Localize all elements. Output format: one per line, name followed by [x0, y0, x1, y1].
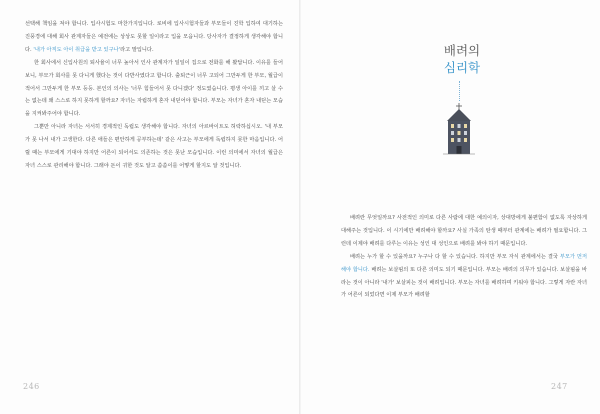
chapter-title-line2: 심리학: [443, 60, 481, 75]
highlighted-text: '내가 아직도 아이 취급을 받고 있구나': [33, 46, 121, 53]
right-paragraph-1: 배려란 무엇일까요? 사전적인 의미로 다른 사람에 대한 예의이자, 상대방에게 불편함이 없도록 자상하게 대해주는 것입니다. 이 시기에만 배려해야 할까요? 사실 가족의 탄생 때부터 관계에는 배려가 필요합니다. 그런데 이제야 배려를 다루는 이유는 성인 대 성인으로 배려를 봐야 하기 때문입니다.: [341, 215, 587, 247]
left-paragraph-1: 선택해 책임을 져야 합니다. 입사시험도 마찬가지입니다. 로비에 입사시험자들과 부모들이 진학 입하여 대기하는 진풍경에 대해 회사 관계자들은 예전에는 상상도 못할 일이라고 입을 모읍니다. 당사자가 결정하게 생각해야 합니다. '내가 아직도 아이 취급을 받고 있구나'라고 말입니다.: [25, 21, 283, 53]
dotted-divider: [459, 81, 460, 101]
left-page: [0, 0, 299, 414]
left-paragraph-3: 그뿐만 아니라 자녀는 서서히 경제적인 독립도 생각해야 합니다. 자녀의 아르바이트도 허락하십시오. '내 부모가 못 나서 내가 고생한다. 다른 애들은 편안하게 공부하는데' 같은 사고는 부모에게 독립하지 못한 마음입니다. 어릴 때는 부모에게 기대야 하지만 어른이 되어서도 의존하는 것은 못난 모습입니다. 이런 의미에서 자녀의 월급은 자녀 스스로 관리해야 합니다. 그래야 돈이 귀한 것도 알고 씀씀이를 어떻게 할지도 알 것입니다.: [25, 124, 283, 169]
chapter-title-line1: 배려의: [443, 43, 481, 58]
left-page-number: 246: [23, 382, 40, 391]
right-body-text: [341, 212, 587, 302]
right-paragraph-2: 배려는 누가 할 수 있을까요? 누구나 다 할 수 있습니다. 하지만 부모 자식 관계에서는 결국 부모가 먼저 해야 합니다. 배려는 보살핌의 또 다른 의미도 되기 때문입니다. 부모는 배려의 의무가 있습니다. 보살핌을 바라는 것이 아니라 '내가' 보살피는 것이 배려입니다. 부모는 자녀를 배려하며 키워야 합니다. 그렇게 자란 자녀가 어른이 되었다면 이제 부모가 배려할: [341, 253, 588, 299]
right-page-number: 247: [551, 382, 568, 391]
building-icon: [441, 103, 477, 159]
left-paragraph-2: 한 회사에서 신입사원의 퇴사율이 너무 높아서 인사 관계자가 일일이 집으로 전화를 해 봤답니다. 이유를 들어보니, 부모가 회사를 못 다니게 했다는 것이 다반사였다고 합니다. 출퇴근이 너무 고되어 그만두게 한 부모, 월급이 적어서 그만두게 한 부모 등등. 본인의 의사는 '너무 힘들어서 못 다니겠다' 정도였습니다. 평생 아이를 끼고 살 수는 없는데 왜 스스로 하지 못하게 할까요? 자녀는 자립하게 혼자 내딛어야 합니다. 부모는 자녀가 혼자 내딛는 모습을 지켜봐주어야 합니다.: [25, 59, 283, 118]
highlighted-text: 부모가 먼저 해야 합니다.: [341, 253, 587, 273]
right-page: [301, 0, 600, 414]
chapter-title: [437, 42, 487, 76]
left-body-text: [25, 18, 283, 173]
